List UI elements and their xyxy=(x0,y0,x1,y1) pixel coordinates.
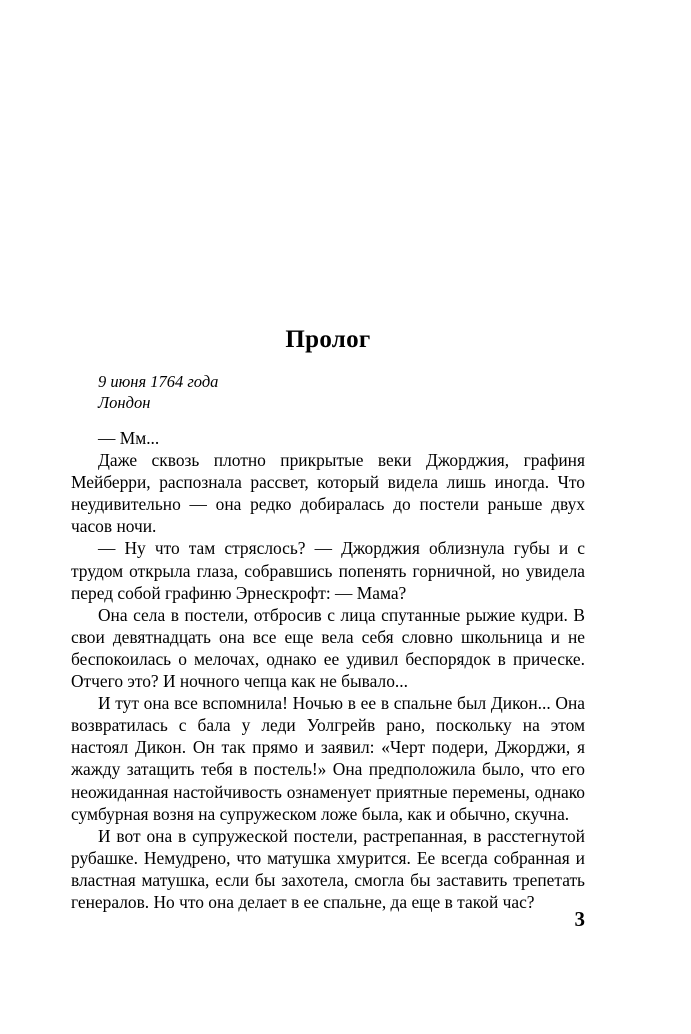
paragraph: И тут она все вспомнила! Ночью в ее в спальне был Дикон... Она возвратилась с бала у леди Уолгрейв рано, поскольку на этом настоял Дикон. Он так прямо и заявил: «Черт подери, Джорджи, я жажду затащить тебя в постель!» Она предположила было, что его неожиданная настойчивость ознаменует приятные перемены, однако сумбурная возня на супружеском ложе была, как и обычно, скучна. xyxy=(71,693,585,824)
paragraph: Даже сквозь плотно прикрытые веки Джорджия, графиня Мейберри, распознала рассвет, который видела лишь иногда. Что неудивительно — она редко добиралась до постели раньше двух часов ночи. xyxy=(71,450,585,537)
dateline xyxy=(71,371,585,413)
page-number: 3 xyxy=(574,907,585,931)
page-title: Пролог xyxy=(285,326,371,353)
body-text xyxy=(71,427,585,913)
paragraph: — Мм... xyxy=(98,428,160,448)
paragraph: Она села в постели, отбросив с лица спутанные рыжие кудри. В свои девятнадцать она все еще вела себя словно школьница и не беспокоилась о мелочах, однако ее удивил беспорядок в прическе. Отчего это? И ночного чепца как не бывало... xyxy=(71,604,585,692)
paragraph: — Ну что там стряслось? — Джорджия облизнула губы и с трудом открыла глаза, собравшись попенять горничной, но увидела перед собой графиню Эрнескрофт: — Мама? xyxy=(71,538,585,603)
dateline-place: Лондон xyxy=(98,393,151,412)
dateline-date: 9 июня 1764 года xyxy=(98,372,219,391)
paragraph: И вот она в супружеской постели, растрепанная, в расстегнутой рубашке. Немудрено, что матушка хмурится. Ее всегда собранная и властная матушка, если бы захотела, смогла бы заставить трепетать генералов. Но что она делает в ее спальне, да еще в такой час? xyxy=(71,825,585,912)
